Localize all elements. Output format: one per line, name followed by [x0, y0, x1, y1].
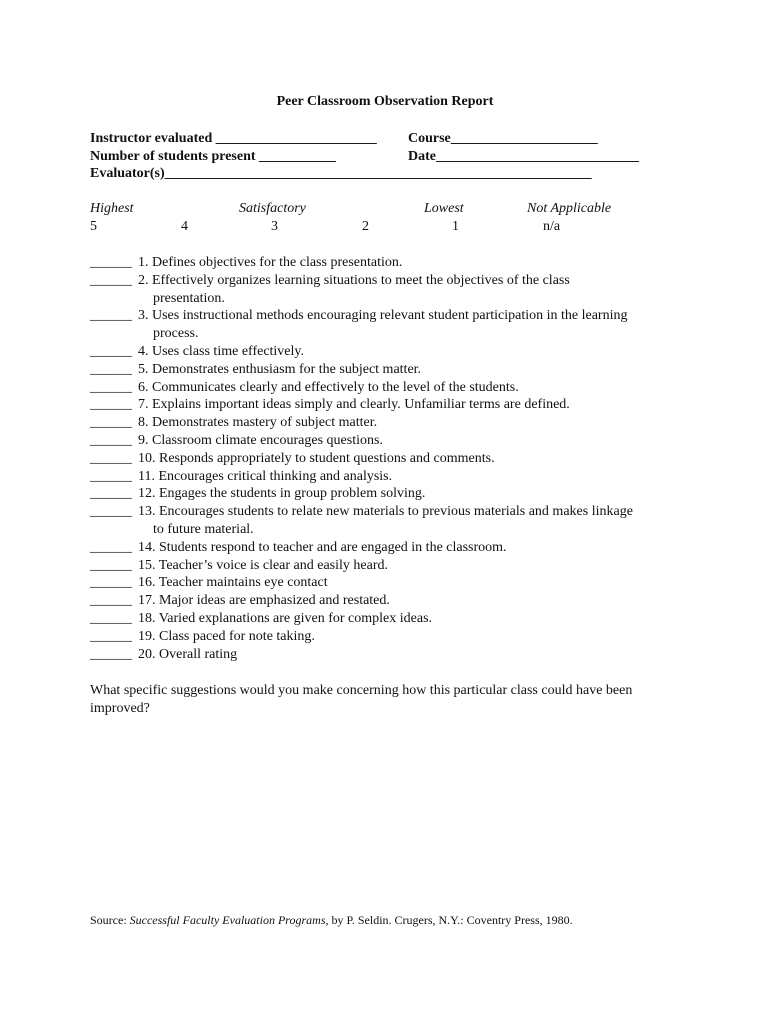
- rating-blank[interactable]: ______: [90, 361, 132, 377]
- criteria-text: 6. Communicates clearly and effectively to the level of the students.: [138, 379, 519, 395]
- criteria-text: 14. Students respond to teacher and are engaged in the classroom.: [138, 539, 507, 555]
- criteria-text-continued: to future material.: [153, 521, 254, 537]
- rating-blank[interactable]: ______: [90, 450, 132, 466]
- criteria-text: 1. Defines objectives for the class presentation.: [138, 255, 403, 270]
- rating-blank[interactable]: ______: [90, 432, 132, 448]
- rating-scale: [90, 201, 730, 237]
- rating-blank[interactable]: ______: [90, 255, 132, 270]
- criteria-text: 9. Classroom climate encourages questions.: [138, 432, 383, 448]
- scale-number-5: 5: [90, 219, 97, 234]
- criteria-item: [90, 557, 690, 575]
- criteria-item: [90, 414, 690, 432]
- criteria-text: 8. Demonstrates mastery of subject matter.: [138, 415, 378, 431]
- criteria-text-continued: process.: [153, 326, 199, 342]
- rating-blank[interactable]: ______: [90, 468, 132, 484]
- scale-label-satisfactory: Satisfactory: [239, 201, 306, 216]
- criteria-item: [90, 468, 690, 486]
- rating-blank[interactable]: ______: [90, 557, 132, 573]
- page-title: Peer Classroom Observation Report: [276, 94, 494, 109]
- criteria-item: [90, 361, 690, 379]
- rating-blank[interactable]: ______: [90, 539, 132, 555]
- criteria-item: [90, 379, 690, 397]
- scale-number-2: 2: [362, 219, 369, 234]
- criteria-text: 16. Teacher maintains eye contact: [138, 575, 328, 591]
- criteria-text: 3. Uses instructional methods encouraging relevant student participation in the learning: [138, 308, 628, 324]
- date-field[interactable]: Date_____________________________: [408, 148, 639, 164]
- rating-blank[interactable]: ______: [90, 575, 132, 591]
- criteria-text: 11. Encourages critical thinking and analysis.: [138, 468, 393, 484]
- criteria-item: [90, 539, 690, 557]
- criteria-item: [90, 503, 690, 539]
- source-prefix: Source:: [90, 913, 130, 927]
- header-fields: [90, 130, 639, 183]
- rating-blank[interactable]: ______: [90, 646, 132, 662]
- criteria-item: [90, 485, 690, 503]
- rating-blank[interactable]: ______: [90, 486, 132, 502]
- scale-number-3: 3: [271, 219, 278, 234]
- field-row-1: [90, 130, 598, 148]
- criteria-item: [90, 574, 690, 592]
- criteria-text: 10. Responds appropriately to student questions and comments.: [138, 450, 495, 466]
- rating-blank[interactable]: ______: [90, 379, 132, 395]
- instructor-field[interactable]: Instructor evaluated _______________________: [90, 131, 377, 146]
- criteria-item: [90, 450, 690, 468]
- evaluator-field[interactable]: Evaluator(s)_____________________________________________________________: [90, 166, 592, 181]
- scale-label-highest: Highest: [90, 201, 134, 216]
- students-field[interactable]: Number of students present ___________: [90, 148, 337, 164]
- scale-number-4: 4: [181, 219, 188, 234]
- rating-blank[interactable]: ______: [90, 593, 132, 609]
- criteria-item: [90, 628, 690, 646]
- scale-number-1: 1: [452, 219, 459, 234]
- scale-number-na: n/a: [543, 219, 561, 234]
- criteria-item: [90, 254, 690, 272]
- scale-label-not-applicable: Not Applicable: [527, 201, 612, 216]
- criteria-text: 5. Demonstrates enthusiasm for the subject matter.: [138, 361, 422, 377]
- field-row-2: [90, 148, 639, 166]
- rating-blank[interactable]: ______: [90, 610, 132, 626]
- rating-blank[interactable]: ______: [90, 272, 132, 288]
- criteria-text: 2. Effectively organizes learning situations to meet the objectives of the class: [138, 272, 570, 288]
- criteria-item: [90, 432, 690, 450]
- field-row-3: [90, 165, 592, 183]
- criteria-text: 20. Overall rating: [138, 646, 238, 662]
- course-field[interactable]: Course_____________________: [408, 131, 598, 146]
- source-details: by P. Seldin. Crugers, N.Y.: Coventry Press, 1980.: [328, 913, 573, 927]
- criteria-item: [90, 610, 690, 628]
- criteria-text: 4. Uses class time effectively.: [138, 343, 305, 359]
- criteria-item: [90, 307, 690, 343]
- criteria-list: [90, 254, 690, 663]
- rating-blank[interactable]: ______: [90, 397, 132, 413]
- criteria-item: [90, 646, 690, 664]
- criteria-text: 15. Teacher’s voice is clear and easily heard.: [138, 557, 389, 573]
- criteria-text: 12. Engages the students in group problem solving.: [138, 486, 426, 502]
- criteria-text: 17. Major ideas are emphasized and restated.: [138, 593, 390, 609]
- criteria-text: 18. Varied explanations are given for complex ideas.: [138, 610, 433, 626]
- rating-blank[interactable]: ______: [90, 343, 132, 359]
- criteria-text: 7. Explains important ideas simply and clearly. Unfamiliar terms are defined.: [138, 397, 570, 413]
- source-citation: [90, 913, 573, 928]
- criteria-text-continued: presentation.: [153, 290, 225, 306]
- rating-blank[interactable]: ______: [90, 628, 132, 644]
- suggestions-question: What specific suggestions would you make concerning how this particular class could have been improved?: [90, 683, 633, 716]
- criteria-item: [90, 272, 690, 308]
- criteria-item: [90, 343, 690, 361]
- criteria-text: 13. Encourages students to relate new materials to previous materials and makes linkage: [138, 504, 633, 520]
- rating-blank[interactable]: ______: [90, 504, 132, 520]
- rating-blank[interactable]: ______: [90, 308, 132, 324]
- rating-blank[interactable]: ______: [90, 415, 132, 431]
- criteria-item: [90, 592, 690, 610]
- scale-label-lowest: Lowest: [424, 201, 464, 216]
- source-book-title: Successful Faculty Evaluation Programs,: [129, 913, 329, 927]
- criteria-item: [90, 396, 690, 414]
- criteria-text: 19. Class paced for note taking.: [138, 628, 315, 644]
